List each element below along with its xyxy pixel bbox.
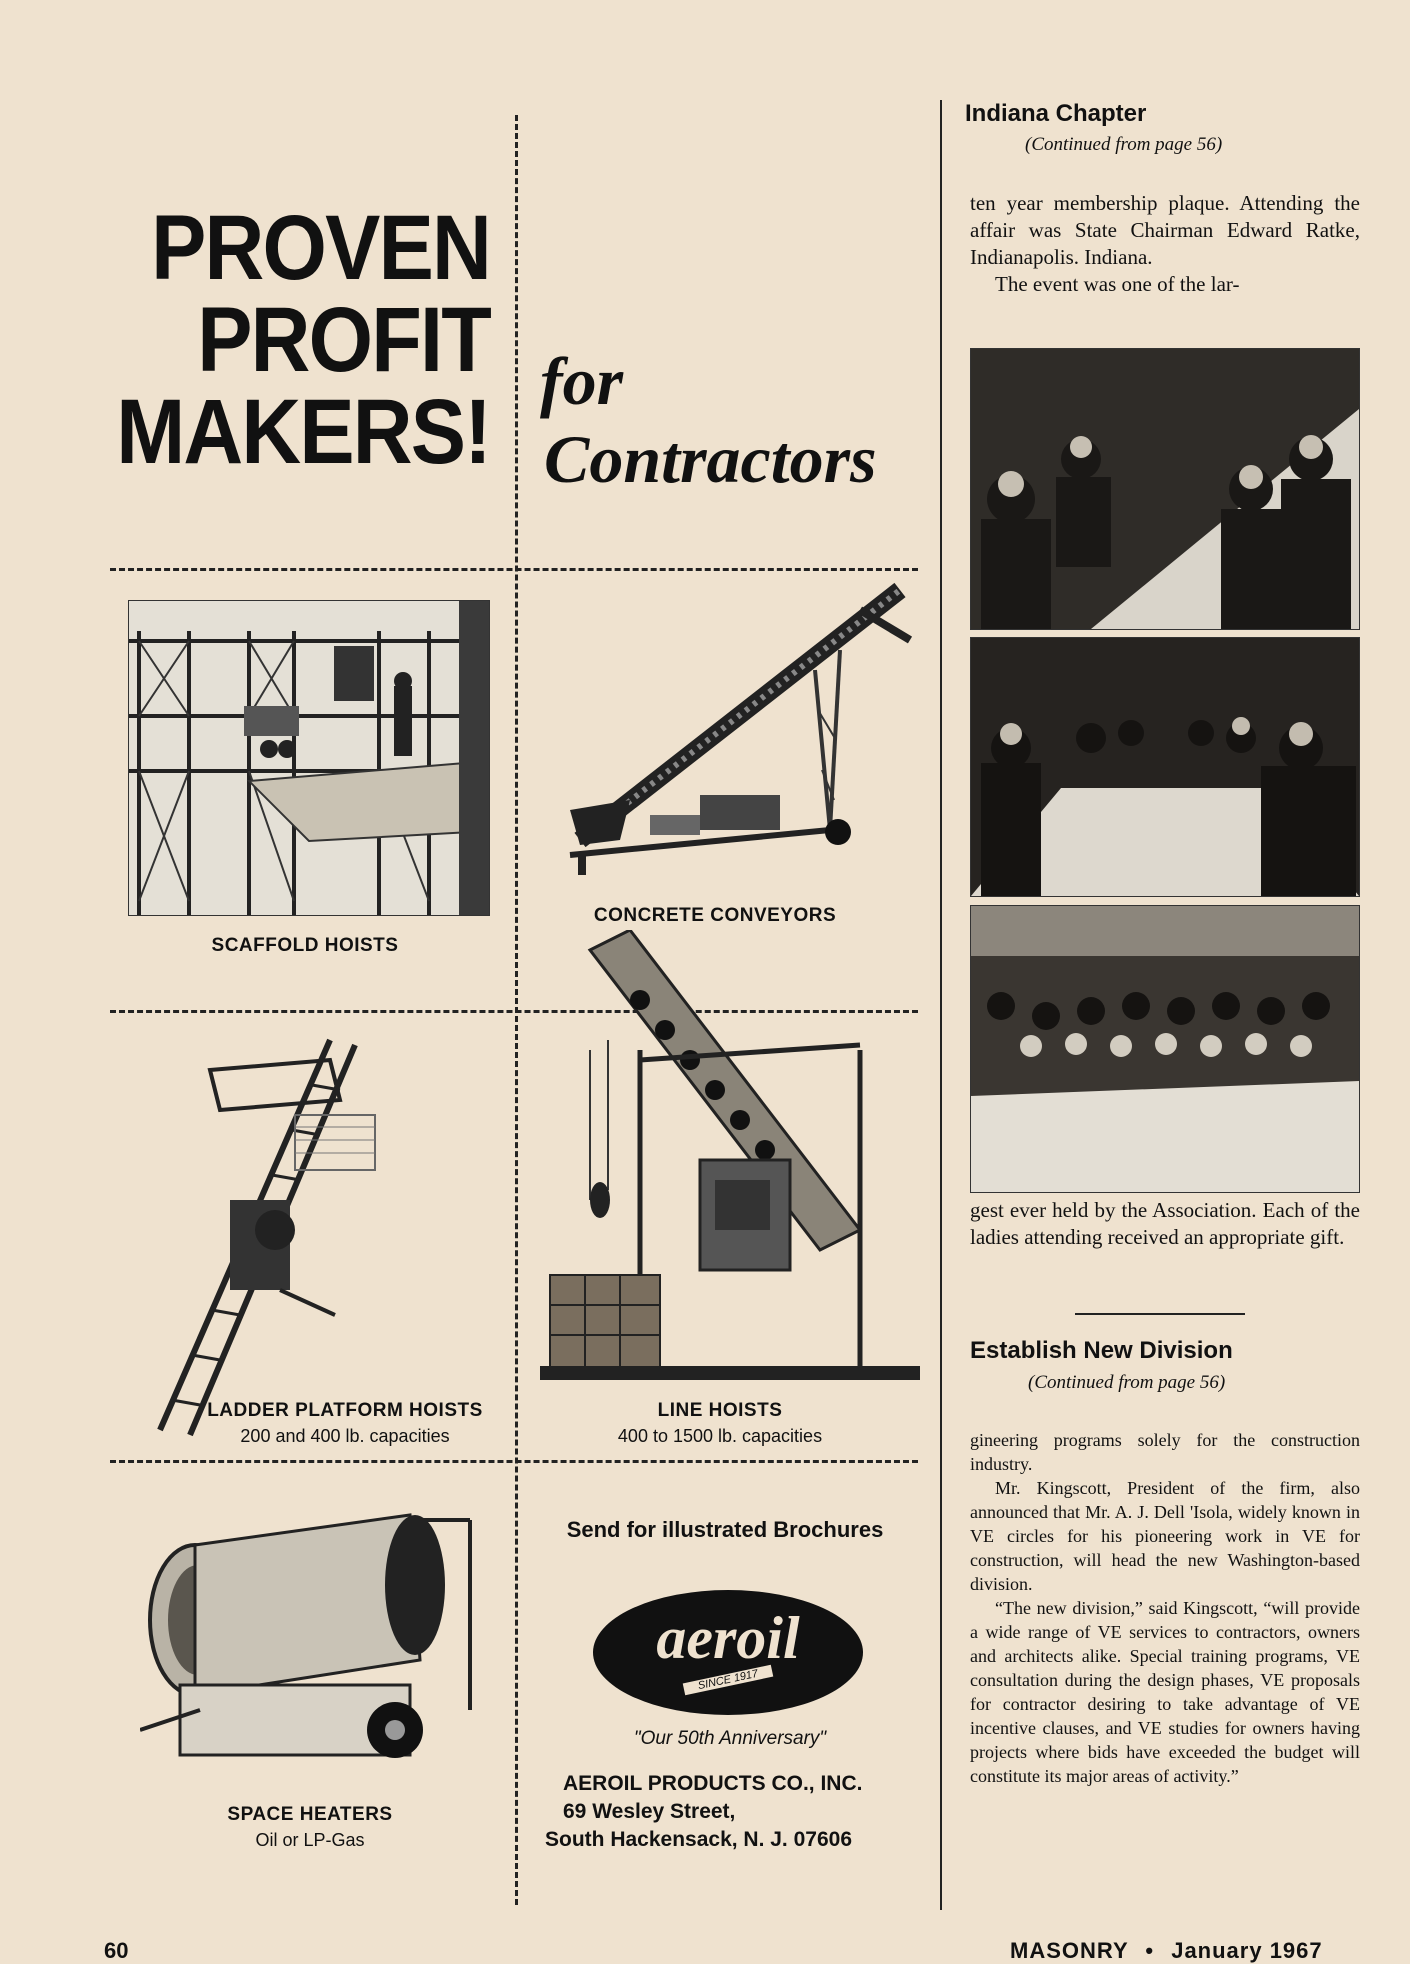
division-para-3: “The new division,” said Kingscott, “will provide a wide range of VE services to contractors, owners and architects alike. Special training programs, VE consultation during the design phases, VE proposals for contractor desiring to take advantage of VE incentive clauses, and VE studies for owners having projects where bids have exceeded the budget will constitute its major areas of activity.”: [970, 1598, 1360, 1786]
company-street: 69 Wesley Street,: [563, 1800, 736, 1823]
company-address: [545, 1770, 905, 1854]
aeroil-since-badge: SINCE 1917: [683, 1665, 774, 1695]
footer-bullet: •: [1145, 1938, 1155, 1963]
line-hoists-capacity: 400 to 1500 lb. capacities: [617, 1426, 823, 1446]
ad-divider-3: [110, 1460, 918, 1463]
banquet-photo-3: [970, 905, 1360, 1193]
line-hoist-image: [540, 930, 920, 1380]
contractors-word: Contractors: [544, 421, 877, 497]
indiana-para-1: ten year membership plaque. Attending the affair was State Chairman Edward Ratke, Indianapolis. Indiana.: [970, 191, 1360, 269]
space-heaters-fuel: Oil or LP-Gas: [255, 1830, 365, 1850]
ladder-hoists-caption: LADDER PLATFORM HOISTS: [207, 1400, 483, 1421]
aeroil-logo: [593, 1590, 863, 1715]
headline-line-2: PROFIT: [197, 289, 490, 391]
page-number: 60: [104, 1938, 129, 1963]
headline-line-1: PROVEN: [151, 197, 490, 299]
column-rule: [940, 100, 942, 1910]
banquet-photo-1: [970, 348, 1360, 630]
company-name: AEROIL PRODUCTS CO., INC.: [563, 1772, 863, 1795]
for-word: for: [540, 343, 624, 419]
new-division-body: [970, 1428, 1360, 1788]
scaffold-hoist-image: [128, 600, 490, 916]
concrete-conveyors-caption: CONCRETE CONVEYORS: [593, 905, 837, 926]
scaffold-hoists-caption: SCAFFOLD HOISTS: [211, 935, 399, 956]
company-city: South Hackensack, N. J. 07606: [545, 1828, 852, 1851]
division-para-2: Mr. Kingscott, President of the firm, also announced that Mr. A. J. Dell 'Isola, widely known in VE circles for his pioneering work in VE for construction, will head the new Washington-based division.: [970, 1478, 1360, 1594]
indiana-para-2: The event was one of the lar-: [995, 272, 1240, 296]
space-heater-image: [140, 1510, 490, 1790]
section-separator: [1075, 1313, 1245, 1315]
running-footer: [1010, 1938, 1323, 1964]
magazine-name: MASONRY: [1010, 1938, 1129, 1963]
banquet-photo-2: [970, 637, 1360, 897]
space-heaters-caption: SPACE HEATERS: [227, 1804, 393, 1825]
indiana-chapter-body-1: [970, 190, 1360, 298]
ladder-hoists-capacity: 200 and 400 lb. capacities: [240, 1426, 450, 1446]
indiana-chapter-body-2: gest ever held by the Association. Each of the ladies attending received an appropriate gift.: [970, 1198, 1360, 1249]
line-hoists-caption: LINE HOISTS: [657, 1400, 783, 1421]
indiana-chapter-title: Indiana Chapter: [965, 100, 1147, 127]
brochure-offer: Send for illustrated Brochures: [566, 1517, 884, 1542]
new-division-title: Establish New Division: [970, 1337, 1233, 1364]
aeroil-logo-text: aeroil: [656, 1605, 800, 1671]
anniversary-slogan: "Our 50th Anniversary": [633, 1728, 827, 1749]
concrete-conveyor-image: [560, 580, 920, 900]
issue-date: January 1967: [1171, 1938, 1323, 1963]
ad-divider-1: [110, 568, 918, 571]
ad-headline: [60, 197, 491, 483]
ladder-hoist-image: [130, 1030, 490, 1440]
new-division-continued: (Continued from page 56): [1028, 1372, 1226, 1393]
indiana-chapter-continued: (Continued from page 56): [1025, 134, 1223, 155]
division-para-1: gineering programs solely for the construction industry.: [970, 1430, 1360, 1474]
headline-line-3: MAKERS!: [116, 381, 491, 483]
